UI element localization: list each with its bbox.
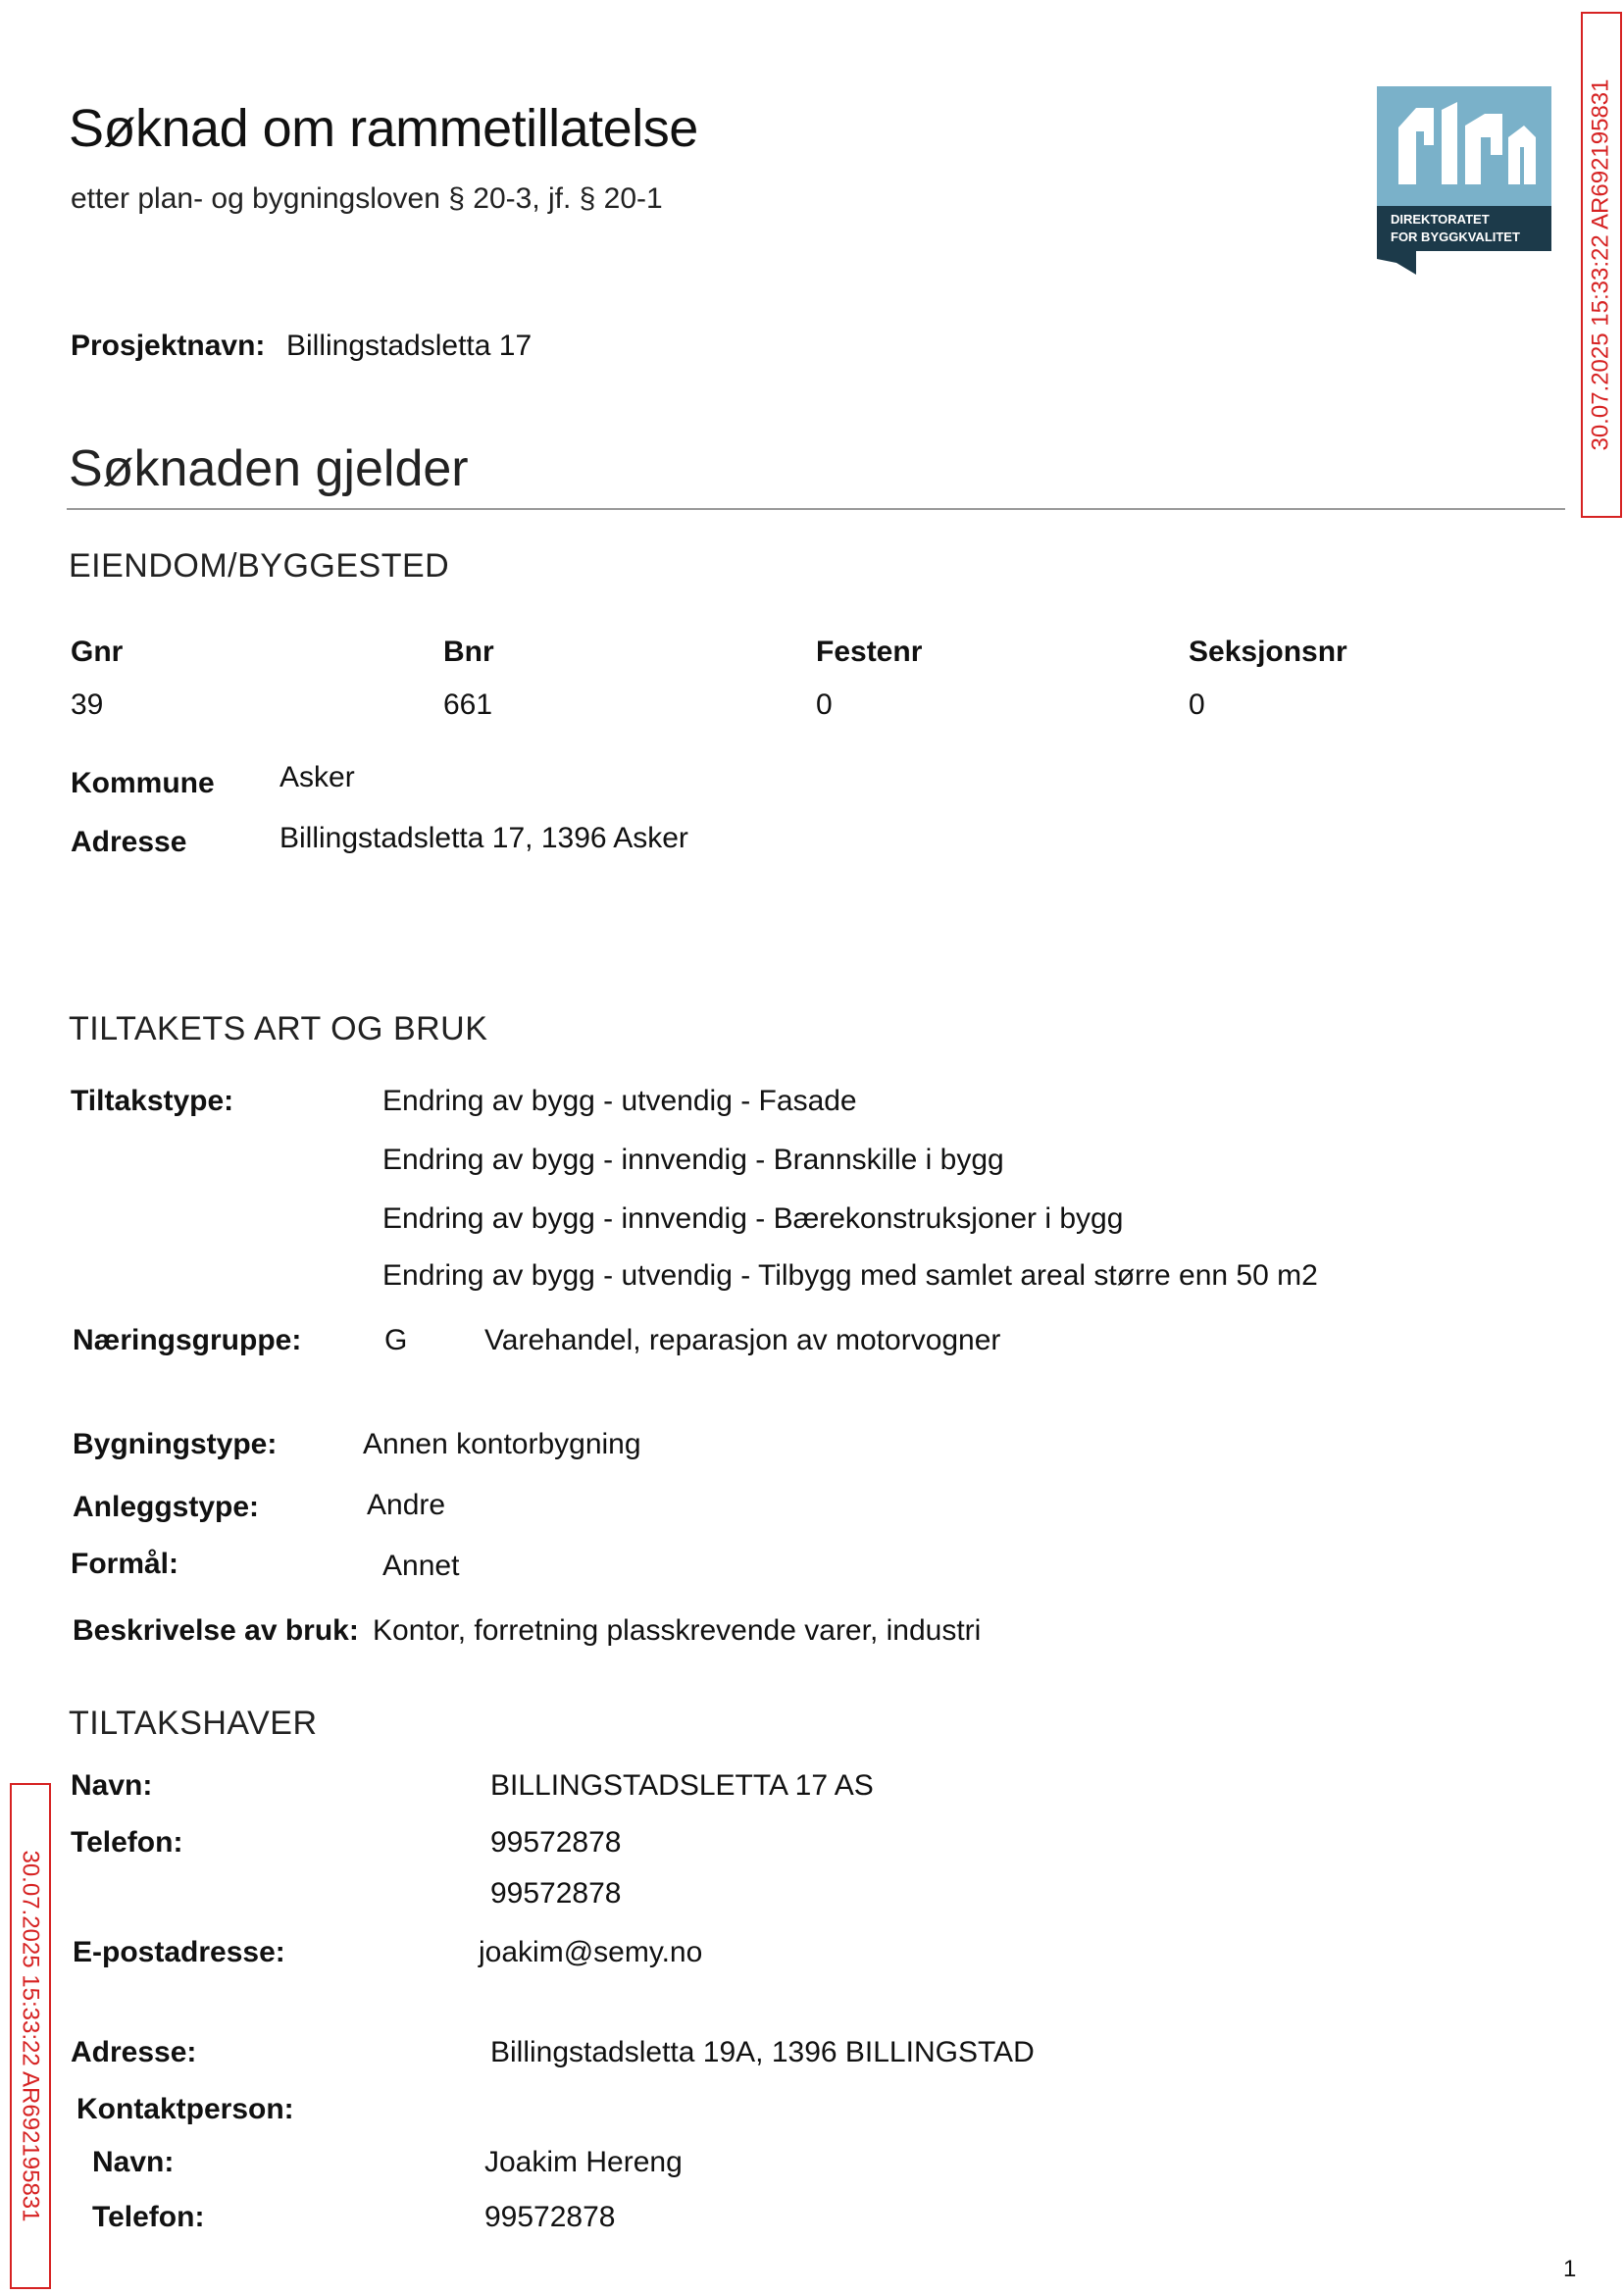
- stamp-text-top: 30.07.2025 15:33:22 AR692195831: [1588, 78, 1614, 451]
- beskrivelse-label: Beskrivelse av bruk:: [73, 1614, 359, 1647]
- festenr-value: 0: [816, 688, 833, 721]
- tiltakshaver-adresse-label: Adresse:: [71, 2036, 197, 2068]
- tiltakshaver-telefon-value-2: 99572878: [490, 1877, 622, 1910]
- tiltakshaver-telefon-value: 99572878: [490, 1826, 622, 1859]
- timestamp-stamp-bottom: [10, 1783, 51, 2289]
- project-name-value: Billingstadsletta 17: [286, 330, 533, 362]
- tiltakshaver-adresse-value: Billingstadsletta 19A, 1396 BILLINGSTAD: [490, 2036, 1035, 2068]
- tiltakstype-label: Tiltakstype:: [71, 1085, 234, 1117]
- document-title: Søknad om rammetillatelse: [69, 99, 698, 158]
- kontaktperson-navn-value: Joakim Hereng: [484, 2146, 683, 2178]
- bnr-value: 661: [443, 688, 493, 721]
- project-name-label: Prosjektnavn:: [71, 330, 266, 362]
- kontaktperson-navn-label: Navn:: [92, 2146, 175, 2178]
- naeringsgruppe-label: Næringsgruppe:: [73, 1324, 302, 1356]
- tiltak-heading: TILTAKETS ART OG BRUK: [69, 1010, 488, 1047]
- tiltakshaver-telefon-label: Telefon:: [71, 1826, 183, 1859]
- tiltakshaver-navn-label: Navn:: [71, 1769, 153, 1802]
- tiltakshaver-heading: TILTAKSHAVER: [69, 1705, 318, 1742]
- naeringsgruppe-value: Varehandel, reparasjon av motorvogner: [484, 1324, 1001, 1356]
- tiltakstype-item: Endring av bygg - utvendig - Tilbygg med samlet areal større enn 50 m2: [382, 1259, 1318, 1292]
- kommune-value: Asker: [279, 761, 355, 793]
- bygningstype-label: Bygningstype:: [73, 1428, 278, 1460]
- eiendom-heading: EIENDOM/BYGGESTED: [69, 547, 450, 585]
- timestamp-stamp-top: [1581, 12, 1622, 518]
- naeringsgruppe-code: G: [384, 1324, 408, 1356]
- tiltakstype-item: Endring av bygg - innvendig - Bærekonstruksjoner i bygg: [382, 1202, 1124, 1235]
- section-title: Søknaden gjelder: [69, 440, 469, 497]
- adresse-label: Adresse: [71, 826, 187, 858]
- formaal-value: Annet: [382, 1550, 460, 1582]
- tiltakshaver-epost-label: E-postadresse:: [73, 1936, 285, 1968]
- formaal-label: Formål:: [71, 1548, 179, 1580]
- page-number: 1: [1563, 2256, 1577, 2282]
- kommune-label: Kommune: [71, 767, 215, 799]
- festenr-label: Festenr: [816, 636, 923, 668]
- bygningstype-value: Annen kontorbygning: [363, 1428, 641, 1460]
- stamp-text-bottom: 30.07.2025 15:33:22 AR692195831: [18, 1850, 44, 2222]
- beskrivelse-value: Kontor, forretning plasskrevende varer, industri: [373, 1614, 982, 1647]
- gnr-label: Gnr: [71, 636, 124, 668]
- kontaktperson-telefon-value: 99572878: [484, 2201, 616, 2233]
- gnr-value: 39: [71, 688, 104, 721]
- section-divider: [67, 508, 1565, 510]
- logo-text-line1: DIREKTORATET: [1391, 212, 1490, 227]
- adresse-value: Billingstadsletta 17, 1396 Asker: [279, 822, 688, 854]
- seksjonsnr-value: 0: [1189, 688, 1205, 721]
- anleggstype-value: Andre: [367, 1489, 446, 1521]
- seksjonsnr-label: Seksjonsnr: [1189, 636, 1347, 668]
- logo-text-line2: FOR BYGGKVALITET: [1391, 229, 1520, 244]
- tiltakstype-item: Endring av bygg - innvendig - Brannskille i bygg: [382, 1144, 1004, 1176]
- kontaktperson-telefon-label: Telefon:: [92, 2201, 205, 2233]
- anleggstype-label: Anleggstype:: [73, 1491, 260, 1523]
- tiltakstype-item: Endring av bygg - utvendig - Fasade: [382, 1085, 857, 1117]
- dibk-logo: [1377, 86, 1551, 275]
- document-subtitle: etter plan- og bygningsloven § 20-3, jf. § 20-1: [71, 182, 663, 215]
- tiltakshaver-navn-value: BILLINGSTADSLETTA 17 AS: [490, 1769, 874, 1802]
- kontaktperson-label: Kontaktperson:: [76, 2093, 294, 2125]
- tiltakshaver-epost-value: joakim@semy.no: [479, 1936, 703, 1968]
- bnr-label: Bnr: [443, 636, 494, 668]
